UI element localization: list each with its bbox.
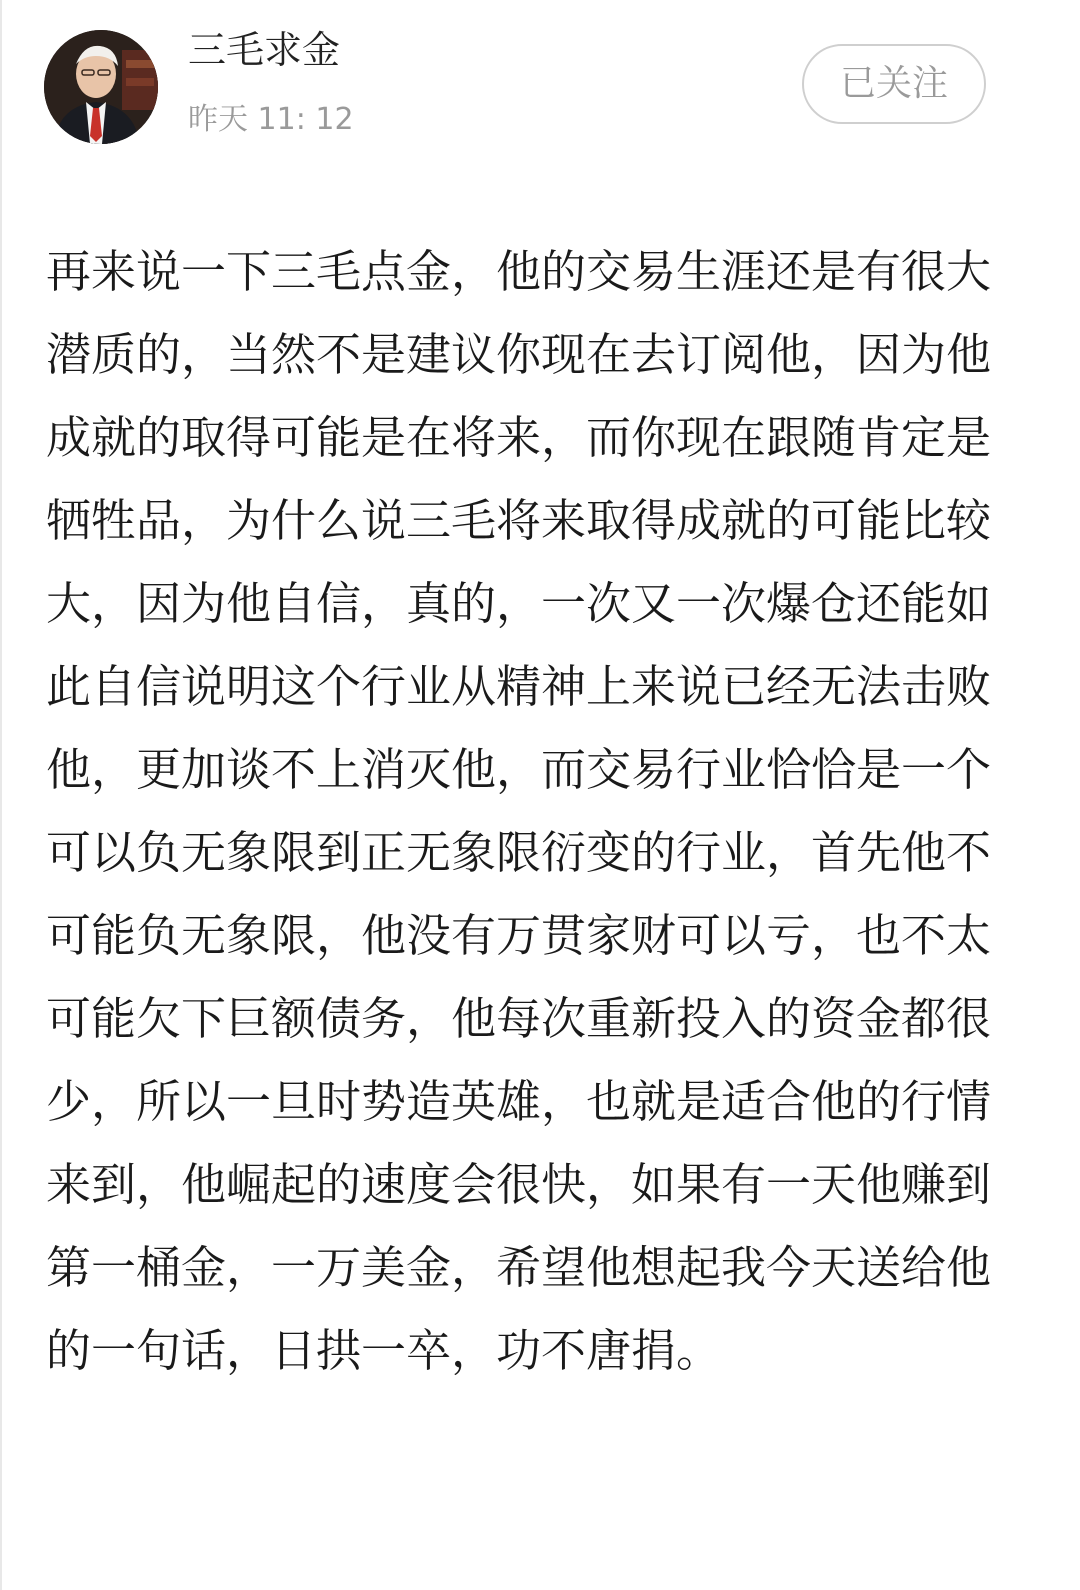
author-name[interactable]: 三毛求金 <box>188 28 341 72</box>
user-avatar-photo-icon <box>44 30 158 144</box>
following-button[interactable]: 已关注 <box>802 44 986 124</box>
post-content: 再来说一下三毛点金，他的交易生涯还是有很大潜质的，当然不是建议你现在去订阅他，因为他成就的取得可能是在将来，而你现在跟随肯定是牺牲品，为什么说三毛将来取得成就的可能比较大，因为他自信，真的，一次又一次爆仓还能如此自信说明这个行业从精神上来说已经无法击败他，更加谈不上消灭他，而交易行业恰恰是一个可以负无象限到正无象限衍变的行业，首先他不可能负无象限，他没有万贯家财可以亏，也不太可能欠下巨额债务，他每次重新投入的资金都很少，所以一旦时势造英雄，也就是适合他的行情来到，他崛起的速度会很快，如果有一天他赚到第一桶金，一万美金，希望他想起我今天送给他的一句话，日拱一卒，功不唐捐。 <box>46 245 992 1377</box>
post-timestamp: 昨天 11: 12 <box>188 102 354 137</box>
author-avatar[interactable] <box>44 30 158 144</box>
left-edge-divider <box>0 0 2 1590</box>
post-header <box>0 0 1080 180</box>
